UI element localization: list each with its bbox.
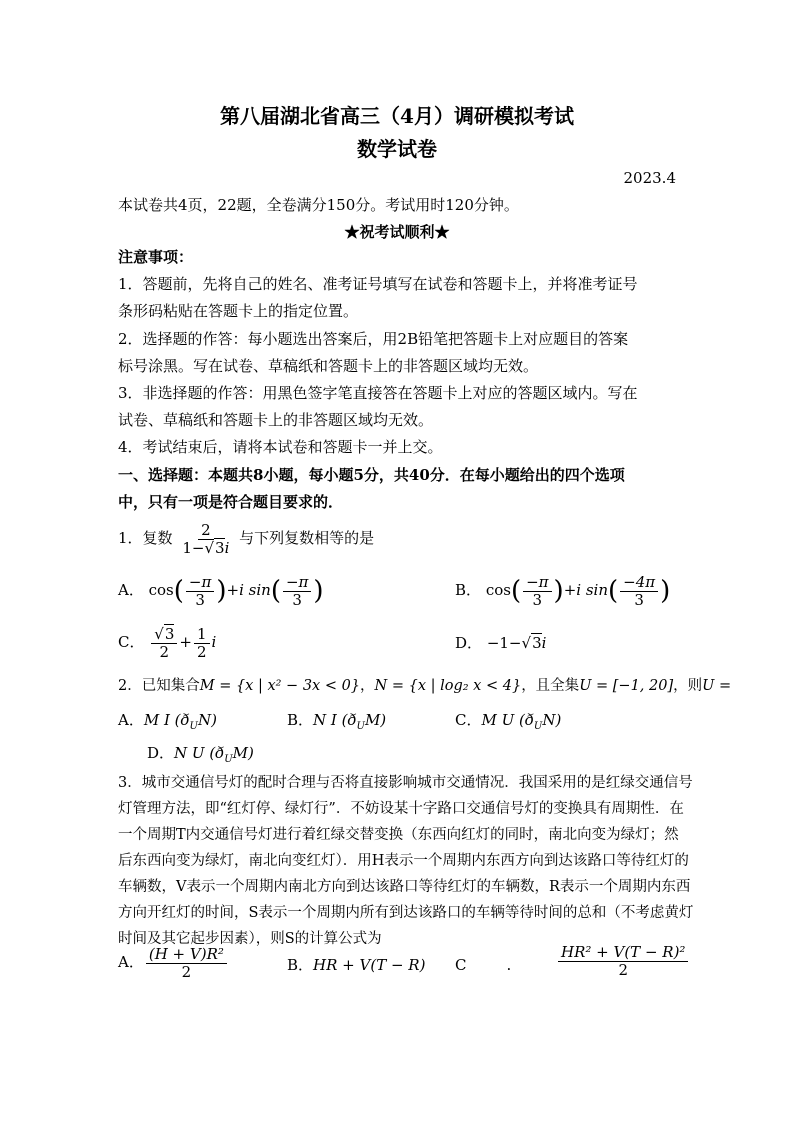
cos-text: cos [485,581,511,599]
question-1-option-b[interactable]: B． cos( $\frac{-\pi}{3}$ )+i sin( $\frac{-4\pi}{3}$ ) [455,573,671,609]
question-3-line: 一个周期T内交通信号灯进行着红绿交替变换（东西向红灯的同时，南北向变为绿灯；然 [118,827,679,843]
note-line: 条形码粘贴在答题卡上的指定位置。 [118,302,359,320]
fraction [523,574,551,608]
fraction-numerator: (H + V)R² [146,946,227,964]
option-label: B． [455,581,482,599]
fraction-denominator: 2 [196,642,207,661]
option-expression-end: M) [232,744,254,762]
option-expression: M U (ð [481,711,534,729]
fraction [283,574,311,608]
question-2-option-c[interactable] [455,710,561,737]
page-subtitle: 数学试卷 [357,137,437,161]
question-3-line: 3．城市交通信号灯的配时合理与否将直接影响城市交通情况．我国采用的是红绿交通信号 [118,775,693,791]
exam-date: 2023.4 [623,169,676,187]
exam-intro: 本试卷共4页，22题，全卷满分150分。考试用时120分钟。 [118,196,519,214]
fraction-denominator: 3 [292,590,302,609]
question-3-line: 方向开红灯的时间，S表示一个周期内所有到达该路口的车辆等待时间的总和（不考虑黄灯 [118,905,694,921]
separator: ， [360,678,375,694]
fraction [186,574,214,608]
question-2-stem [118,676,731,696]
sqrt-radicand: 3 [164,625,175,643]
fraction-denominator: 1−√3i [182,538,230,557]
fraction-denominator: 3 [634,590,644,609]
complement-subscript: U [189,721,198,732]
fraction-denominator: 3 [532,590,543,609]
note-line: 3．非选择题的作答：用黑色签字笔直接答在答题卡上对应的答题区域内。写在 [118,384,638,402]
imag-unit: i [224,538,230,557]
question-2-option-b[interactable] [287,710,386,737]
question-1-suffix: 与下列复数相等的是 [239,529,375,547]
question-2-option-d[interactable] [147,743,254,770]
fraction-numerator: 1 [194,626,210,644]
set-m-definition: M = {x | x² − 3x < 0} [199,678,361,694]
fraction [146,946,227,980]
option-label: B． [287,711,314,729]
fraction-numerator: −π [186,574,214,592]
question-3-line: 时间及其它起步因素），则S的计算公式为 [118,931,382,947]
question-1-stem [118,522,374,556]
fraction [194,626,210,660]
option-label: C [455,956,467,974]
question-1-option-d[interactable]: D． −1−√3i [455,634,547,652]
den-part: 1− [182,538,205,557]
complement-subscript: U [533,721,543,732]
plus-sign: + [226,581,240,599]
sqrt-radicand: 3 [532,634,542,652]
fraction [620,574,658,608]
question-3-line: 车辆数，V表示一个周期内南北方向到达该路口等待红灯的车辆数，R表示一个周期内东西 [118,879,691,895]
complement-subscript: U [356,721,365,732]
fraction-numerator: 2 [198,522,214,540]
option-label: A． [118,581,144,599]
note-line: 2．选择题的作答：每小题选出答案后，用2B铅笔把答题卡上对应题目的答案 [118,330,629,348]
option-expression: N U (ð [174,744,225,762]
fraction-denominator: 2 [181,962,192,981]
note-line: 1．答题前，先将自己的姓名、准考证号填写在试卷和答题卡上，并将准考证号 [118,275,638,293]
sqrt-radicand: 3 [215,538,225,557]
option-expression-end: N) [197,711,217,729]
option-expression-end: N) [542,711,562,729]
plus-sign: + [179,633,192,651]
set-n-definition: N = {x | log₂ x < 4} [374,678,522,694]
fraction-numerator: HR² + V(T − R)² [558,944,688,962]
question-3-option-c-label[interactable] [455,955,511,975]
fraction-numerator: −4π [620,574,658,592]
question-2-tail: U = [702,678,732,694]
fraction [558,944,688,978]
complement-subscript: U [224,754,233,765]
option-label: C． [455,711,482,729]
plus-sign: + [563,581,577,599]
note-line: 标号涂黑。写在试卷、草稿纸和答题卡上的非答题区域均无效。 [118,357,539,375]
question-2-suffix: ，则 [673,678,703,694]
option-expression: M I (ð [143,711,190,729]
option-expression: N I (ð [313,711,357,729]
question-3-option-a[interactable] [118,946,229,980]
note-line: 4．考试结束后，请将本试卷和答题卡一并上交。 [118,438,443,456]
fraction-denominator: 2 [159,642,170,661]
notes-heading: 注意事项： [118,248,194,266]
question-2-option-a[interactable] [118,710,217,737]
option-label: B． [287,956,314,974]
sin-text: i sin [239,581,271,599]
section-heading: 中，只有一项是符合题目要求的． [118,493,344,511]
fraction [151,626,177,660]
fraction-numerator: −π [523,574,551,592]
universe-set: U = [−1, 20] [579,678,674,694]
sin-text: i sin [576,581,609,599]
option-text: −1− [486,634,522,652]
option-label: A． [118,711,144,729]
question-3-option-c[interactable] [556,944,690,978]
question-3-line: 灯管理方法，即“红灯停、绿灯行”．不妨设某十字路口交通信号灯的变换具有周期性．在 [118,801,684,817]
good-luck-banner: ★祝考试顺利★ [344,223,450,241]
option-label: A． [118,953,144,971]
fraction-denominator: 2 [618,960,628,979]
option-label: D． [455,634,483,652]
option-label: C． [118,633,145,651]
option-label: D． [147,744,175,762]
note-line: 试卷、草稿纸和答题卡上的非答题区域均无效。 [118,411,434,429]
cos-text: cos [148,581,174,599]
question-3-line: 后东西向变为绿灯，南北向变红灯）．用H表示一个周期内东西方向到达该路口等待红灯的 [118,853,689,869]
fraction-numerator: √3 [151,626,177,644]
option-expression: HR + V(T − R) [313,956,426,974]
imag-unit: i [211,633,217,651]
question-1-option-c[interactable] [118,626,216,660]
fraction-numerator: −π [283,574,311,592]
question-2-prefix: 2．已知集合 [118,678,200,694]
section-heading: 一、选择题：本题共8小题，每小题5分，共40分．在每小题给出的四个选项 [118,466,625,484]
question-1-option-a[interactable]: A． cos( $\frac{-\pi}{3}$ )+i sin( $\frac{-\pi}{3}$ ) [118,573,324,609]
page-title: 第八届湖北省高三（4月）调研模拟考试 [220,104,574,128]
question-1-prefix: 1．复数 [118,529,173,547]
option-expression-end: M) [364,711,387,729]
imag-unit: i [541,634,547,652]
question-3-option-b[interactable] [287,955,425,975]
fraction-denominator: 3 [195,590,205,609]
fraction [179,522,232,556]
option-dot: . [506,956,512,974]
question-2-mid: ，且全集 [521,678,580,694]
